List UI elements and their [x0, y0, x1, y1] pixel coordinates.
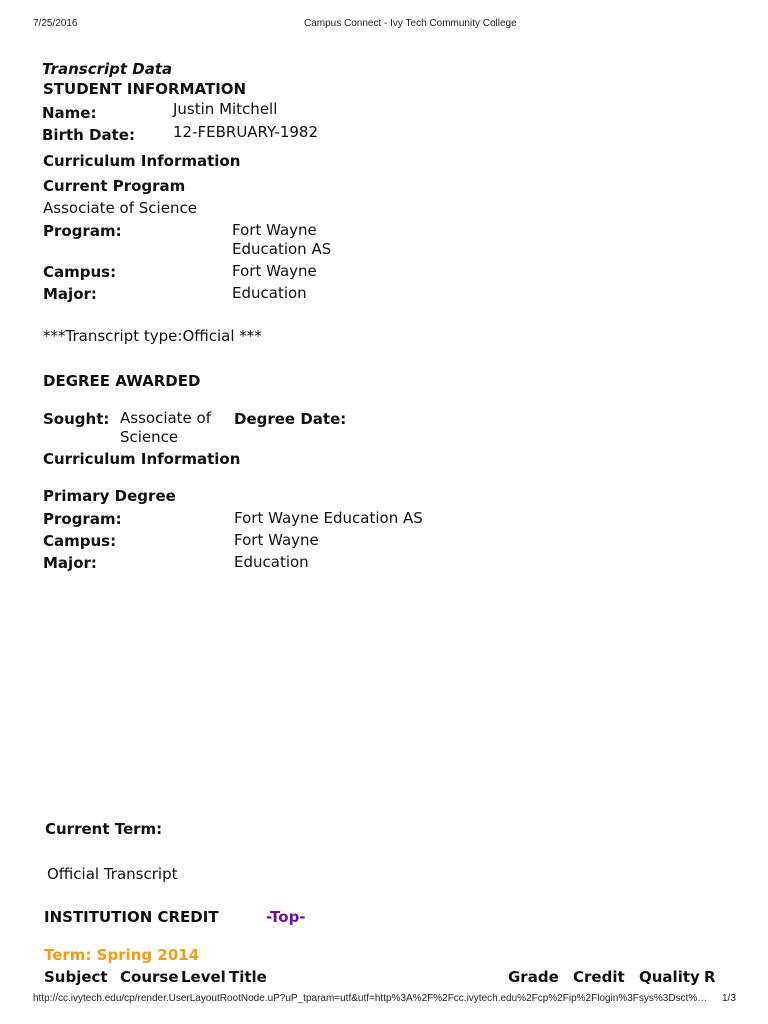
col-level: Level [181, 968, 226, 986]
campus-label: Campus: [43, 263, 117, 281]
degree-major-value: Education [234, 553, 309, 571]
campus-value: Fort Wayne [232, 262, 317, 280]
program-value-line2: Education AS [232, 240, 332, 258]
sought-value-line1: Associate of [120, 409, 212, 427]
name-value: Justin Mitchell [173, 100, 278, 118]
degree-date-label: Degree Date: [234, 410, 347, 428]
degree-campus-value: Fort Wayne [234, 531, 319, 549]
name-label: Name: [42, 104, 97, 122]
print-page-number: 1/3 [722, 993, 736, 1004]
col-title: Title [229, 968, 267, 986]
col-quality: Quality [639, 968, 700, 986]
current-program-heading: Current Program [43, 177, 186, 195]
degree-campus-label: Campus: [43, 532, 117, 550]
birth-date-value: 12-FEBRUARY-1982 [173, 123, 318, 141]
degree-major-label: Major: [43, 554, 97, 572]
primary-degree-heading: Primary Degree [43, 487, 176, 505]
student-info-heading: STUDENT INFORMATION [43, 80, 247, 98]
term-heading: Term: Spring 2014 [44, 946, 200, 964]
program-value-line1: Fort Wayne [232, 221, 317, 239]
curriculum-heading: Curriculum Information [43, 152, 241, 170]
transcript-heading: Transcript Data [42, 60, 173, 78]
col-subject: Subject [44, 968, 108, 986]
print-title: Campus Connect - Ivy Tech Community College [304, 18, 517, 29]
degree-curriculum-heading: Curriculum Information [43, 450, 241, 468]
col-course: Course [120, 968, 179, 986]
current-program-value: Associate of Science [43, 199, 197, 217]
current-term-label: Current Term: [45, 820, 163, 838]
col-credit: Credit [573, 968, 625, 986]
degree-program-label: Program: [43, 510, 122, 528]
birth-date-label: Birth Date: [42, 126, 135, 144]
degree-awarded-heading: DEGREE AWARDED [43, 372, 201, 390]
print-date: 7/25/2016 [33, 18, 78, 29]
transcript-type: ***Transcript type:Official *** [43, 327, 262, 345]
degree-program-value: Fort Wayne Education AS [234, 509, 423, 527]
sought-value-line2: Science [120, 428, 179, 446]
print-url: http://cc.ivytech.edu/cp/render.UserLayoutRootNode.uP?uP_tparam=utf&utf=http%3A%2F%2Fcc.ivytech.edu%2Fcp%2Fip%2Flogin%3Fsys%3Dsct%… [33, 993, 708, 1004]
official-transcript-text: Official Transcript [47, 865, 178, 883]
major-value: Education [232, 284, 307, 302]
col-grade: Grade [508, 968, 559, 986]
sought-label: Sought: [43, 410, 110, 428]
col-r: R [704, 968, 716, 986]
program-label: Program: [43, 222, 122, 240]
major-label: Major: [43, 285, 97, 303]
top-link[interactable]: -Top- [266, 908, 306, 926]
institution-credit-heading: INSTITUTION CREDIT [44, 908, 219, 926]
